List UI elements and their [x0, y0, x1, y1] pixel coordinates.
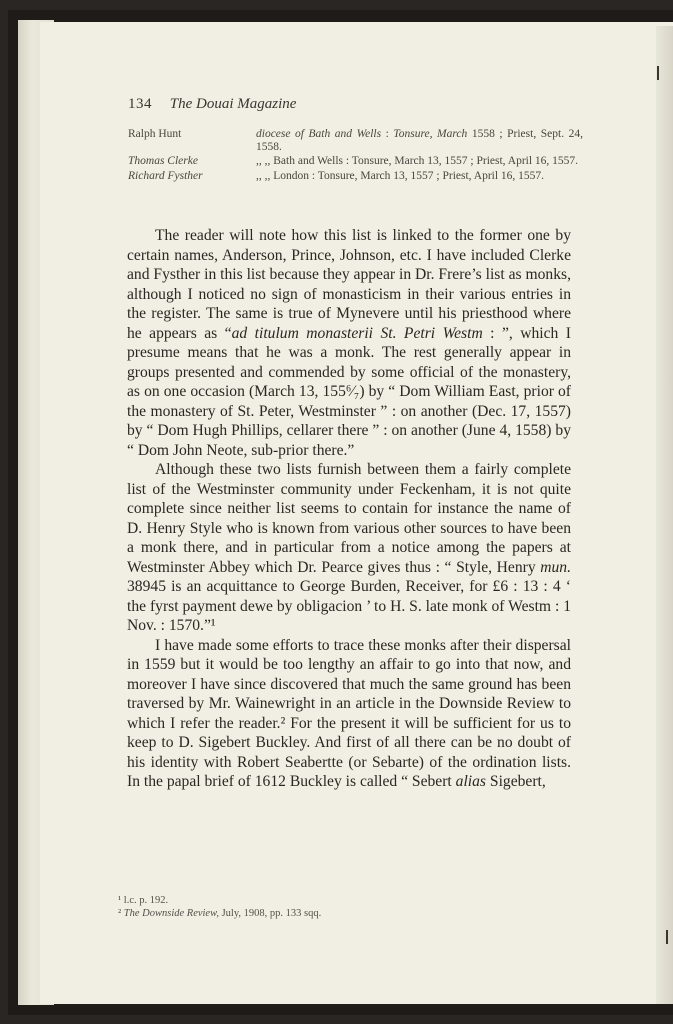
entry-name: Richard Fysther [128, 169, 203, 182]
list-item [128, 128, 583, 153]
footnote: ² The Downside Review, July, 1908, pp. 133 sqq. [118, 908, 322, 919]
paragraph: The reader will note how this list is linked to the former one by certain names, Anderson, Prince, Johnson, etc. I have included Clerke and Fysther in this list because they appear in Dr. Frere’s list as monks, although I noticed no sign of monasticism in their various entries in the register. The same is true of Mynevere until his priesthood where he appears as “ad titulum monasterii St. Petri Westm : ”, which I presume means that he was a monk. The rest generally appear in groups presented and commended by some official of the monastery, as on one occasion (March 13, 155⁶⁄₇) by “ Dom William East, prior of the monastery of St. Peter, Westminster ” : on another (Dec. 17, 1557) by “ Dom Hugh Phillips, cellarer there ” : on another (June 4, 1558) by “ Dom John Neote, sub-prior there.” [127, 227, 571, 459]
list-item [128, 155, 583, 168]
edge-mark [666, 930, 668, 944]
entry-detail: diocese of Bath and Wells : Tonsure, March 1558 ; Priest, Sept. 24, 1558. [256, 128, 583, 153]
paragraph: I have made some efforts to trace these monks after their dispersal in 1559 but it would be too lengthy an affair to go into that now, and moreover I have since discovered that much the same ground has been traversed by Mr. Wainewright in an article in the Downside Review to which I refer the reader.² For the present it will be sufficient for us to keep to D. Sigebert Buckley. And first of all there can be no doubt of his identity with Robert Seabertte (or Sebarte) of the ordination lists. In the papal brief of 1612 Buckley is called “ Sebert alias Sigebert, [127, 636, 571, 790]
footnote: ¹ l.c. p. 192. [118, 895, 169, 906]
page-right-edge [656, 26, 673, 1004]
entry-name: Thomas Clerke [128, 155, 198, 167]
edge-mark [657, 66, 659, 80]
body-text [127, 226, 571, 792]
list-item [128, 170, 583, 183]
entry-detail: ,, ,, London : Tonsure, March 13, 1557 ; Priest, April 16, 1557. [256, 169, 545, 182]
journal-title: The Douai Magazine [169, 96, 297, 112]
entry-name: Ralph Hunt [128, 128, 182, 140]
page-number: 134 [128, 96, 152, 112]
entry-detail: ,, ,, Bath and Wells : Tonsure, March 13, 1557 ; Priest, April 16, 1557. [256, 155, 579, 167]
footnotes [118, 894, 321, 920]
running-header [128, 96, 296, 113]
ordination-list [128, 128, 583, 184]
paragraph: Although these two lists furnish between them a fairly complete list of the Westminster community under Feckenham, it is not quite complete since neither list seems to contain for instance the name of D. Henry Style who is known from various other sources to have been a monk there, and in particular from a notice among the papers at Westminster Abbey which Dr. Pearce gives thus : “ Style, Henry mun. 38945 is an acquittance to George Burden, Receiver, for £6 : 13 : 4 ‘ the fyrst payment dewe by obligacion ’ to H. S. late monk of Westm : 1 Nov. : 1570.”¹ [127, 461, 571, 634]
